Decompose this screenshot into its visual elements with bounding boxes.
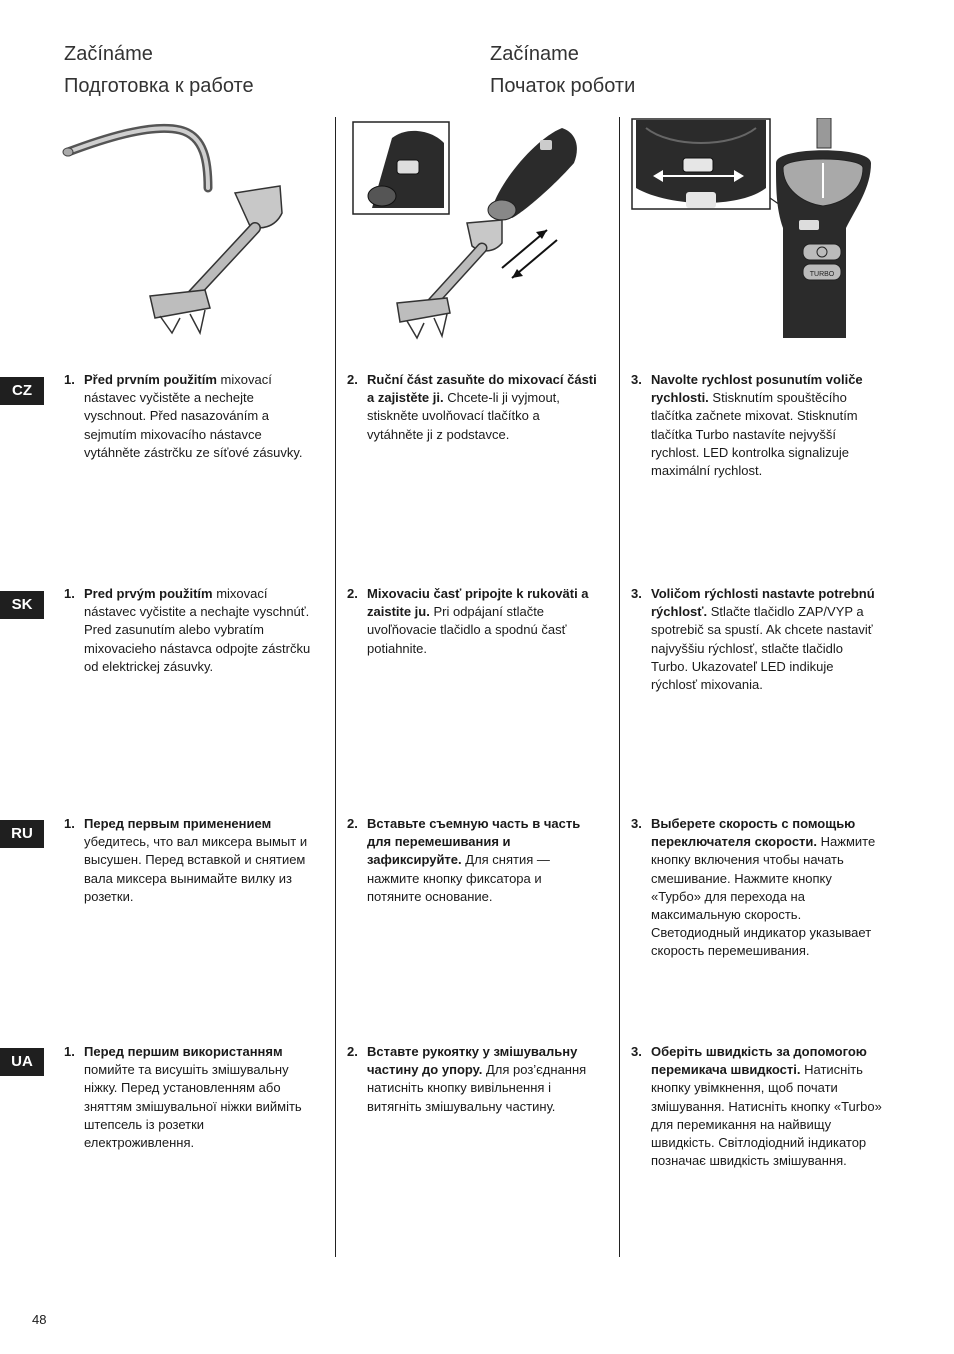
step-title: Ruční část zasuňte do mixovací části a zajistěte ji. <box>367 372 597 406</box>
step-text: mixovací nástavec vyčistite a nechajte vyschnúť. Pred zasunutím alebo vybratím mixovacieho nástavca odpojte zástrčku od elektrickej zásuvky. <box>84 586 311 674</box>
heading-left <box>64 38 254 102</box>
step-text: mixovací nástavec vyčistěte a nechejte vyschnout. Před nasazováním a sejmutím mixovacího nástavce vytáhněte zástrčku ze síťové zásuvky. <box>84 372 303 460</box>
step-ru-2 <box>347 815 599 906</box>
step-text: Натисніть кнопку увімкнення, щоб почати змішування. Натисніть кнопку «Turbo» для перемикання на найвищу швидкість. Світлодіодний індикатор позначає швидкість змішування. <box>651 1062 882 1169</box>
step-title: Вставте рукоятку у змішувальну частину до упору. <box>367 1044 578 1078</box>
heading-left-line-1: Začínáme <box>64 43 153 65</box>
lang-tab-ru: RU <box>0 820 44 848</box>
step-number: 3. <box>631 816 642 831</box>
lang-tab-cz: CZ <box>0 377 44 405</box>
step-number: 2. <box>347 586 358 601</box>
step-title: Navolte rychlost posunutím voliče rychlosti. <box>651 372 863 406</box>
step-text: Для снятия — нажмите кнопку фиксатора и потяните основание. <box>367 852 550 904</box>
step-text: Нажмите кнопку включения чтобы начать смешивание. Нажмите кнопку «Турбо» для перехода на максимальную скорость. Светодиодный индикатор указывает скорость перемешивания. <box>651 834 876 959</box>
step-number: 2. <box>347 816 358 831</box>
lang-tab-sk: SK <box>0 591 44 619</box>
step-text: Stlačte tlačidlo ZAP/VYP a spotrebič sa spustí. Ak chcete nastaviť najvyššiu rýchlosť, stlačte tlačidlo Turbo. Ukazovateľ LED indikuje rýchlosť mixovania. <box>651 604 873 693</box>
heading-left-line-2: Подготовка к работе <box>64 75 254 97</box>
step-text: Для роз’єднання натисніть кнопку вивільнення і витягніть змішувальну частину. <box>367 1062 587 1114</box>
step-ru-1 <box>64 815 316 906</box>
page-number: 48 <box>32 1312 47 1327</box>
step-sk-2 <box>347 585 599 658</box>
step-title: Перед першим використанням <box>84 1044 283 1059</box>
step-text: убедитесь, что вал миксера вымыт и высушен. Перед вставкой и снятием вала миксера вынимайте вилку из розетки. <box>84 834 308 904</box>
step-number: 3. <box>631 1044 642 1059</box>
turbo-label: TURBO <box>809 271 835 278</box>
column-divider-2 <box>619 117 620 1257</box>
step-title: Voličom rýchlosti nastavte potrebnú rýchlosť. <box>651 586 875 620</box>
step-cz-2 <box>347 371 599 444</box>
step-title: Перед первым применением <box>84 816 272 831</box>
step-sk-1 <box>64 585 316 676</box>
step-number: 1. <box>64 816 75 831</box>
step-number: 1. <box>64 586 75 601</box>
step-title: Před prvním použitím <box>84 372 217 387</box>
step-title: Оберіть швидкість за допомогою перемикача швидкості. <box>651 1044 867 1078</box>
step-number: 1. <box>64 372 75 387</box>
step-text: Chcete-li ji vyjmout, stiskněte uvolňovací tlačítko a vytáhněte ji z podstavce. <box>367 390 560 442</box>
speed-selector-handle-illustration <box>631 118 871 340</box>
step-number: 3. <box>631 586 642 601</box>
step-text: Stisknutím spouštěcího tlačítka začnete mixovat. Stisknutím tlačítka Turbo nastavíte nejvyšší rychlost. LED kontrolka signalizuje maximální rychlost. <box>651 390 858 479</box>
step-ua-2 <box>347 1043 599 1116</box>
step-cz-1 <box>64 371 316 462</box>
step-title: Выберете скорость с помощью переключателя скорости. <box>651 816 856 850</box>
hook-attachment-and-blending-shaft-illustration <box>60 118 300 348</box>
step-number: 2. <box>347 1044 358 1059</box>
step-number: 1. <box>64 1044 75 1059</box>
step-ua-3 <box>631 1043 883 1170</box>
handle-and-shaft-assembly-illustration <box>352 118 602 348</box>
step-sk-3 <box>631 585 883 694</box>
lang-tab-ua: UA <box>0 1048 44 1076</box>
heading-right <box>490 38 635 102</box>
step-title: Mixovaciu časť pripojte k rukoväti a zaistite ju. <box>367 586 589 620</box>
step-text: помийте та висушіть змішувальну ніжку. Перед установленням або зняттям змішувальної ніжки вийміть штепсель із розетки електроживлення. <box>84 1062 302 1151</box>
step-cz-3 <box>631 371 883 480</box>
heading-right-line-2: Початок роботи <box>490 75 636 97</box>
step-title: Pred prvým použitím <box>84 586 213 601</box>
step-ru-3 <box>631 815 883 961</box>
step-number: 2. <box>347 372 358 387</box>
heading-right-line-1: Začíname <box>490 43 579 65</box>
column-divider-1 <box>335 117 336 1257</box>
step-text: Pri odpájaní stlačte uvoľňovacie tlačidlo a spodnú časť potiahnite. <box>367 604 567 656</box>
step-title: Вставьте съемную часть в часть для перемешивания и зафиксируйте. <box>367 816 581 868</box>
step-number: 3. <box>631 372 642 387</box>
step-ua-1 <box>64 1043 316 1152</box>
